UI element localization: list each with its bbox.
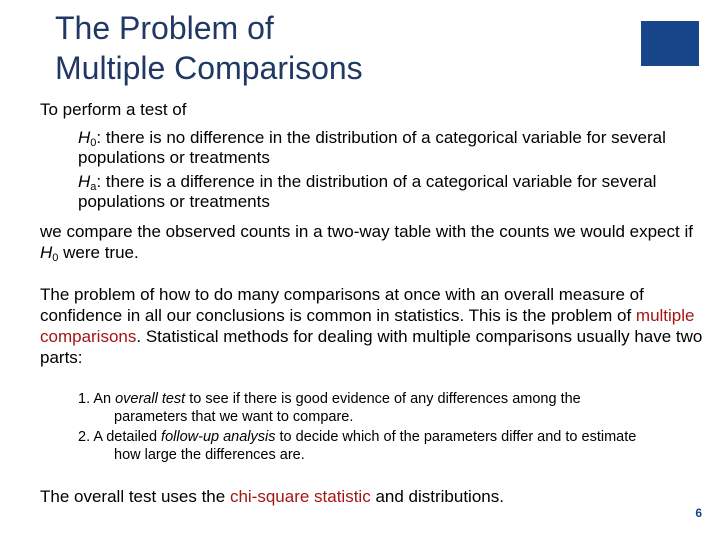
problem-paragraph xyxy=(40,284,705,368)
list-item-continuation: parameters that we want to compare. xyxy=(114,409,354,425)
slide-title-line-2: Multiple Comparisons xyxy=(55,50,363,86)
list-item-lead: 2. A detailed xyxy=(78,429,162,445)
ha-symbol: H xyxy=(78,172,91,191)
h0-subscript: 0 xyxy=(90,137,97,149)
list-item xyxy=(78,390,708,426)
list-item-continuation: how large the differences are. xyxy=(114,447,305,463)
list-item-lead: 1. An xyxy=(78,391,116,407)
list-item-rest: to decide which of the parameters differ and to estimate xyxy=(275,429,637,445)
list-item-emphasis: overall test xyxy=(115,391,186,407)
problem-text-before: The problem of how to do many comparisons at once with an overall measure of confidence in all our conclusions is common in statistics. This is the problem of xyxy=(40,285,644,325)
list-item-emphasis: follow-up analysis xyxy=(161,429,276,445)
ha-subscript: a xyxy=(90,181,97,193)
h0-symbol: H xyxy=(78,128,91,147)
multiple-comparisons-term: multiple comparisons xyxy=(40,306,695,346)
overall-test-paragraph xyxy=(40,486,660,507)
accent-box xyxy=(641,21,699,66)
compare-text-after: were true. xyxy=(58,243,139,262)
chi-square-term: chi-square statistic xyxy=(229,487,371,506)
compare-h-subscript: 0 xyxy=(52,252,59,264)
problem-text-after: . Statistical methods for dealing with multiple comparisons usually have two parts: xyxy=(40,327,703,367)
h0-text: : there is no difference in the distribution of a categorical variable for several populations or treatments xyxy=(78,128,666,167)
null-hypothesis xyxy=(78,128,710,168)
compare-paragraph xyxy=(40,221,700,263)
slide-title xyxy=(55,8,615,88)
overall-text-after: and distributions. xyxy=(370,487,504,506)
intro-text: To perform a test of xyxy=(40,100,187,119)
two-parts-list xyxy=(78,390,708,466)
page-number: 6 xyxy=(695,506,702,520)
compare-text-before: we compare the observed counts in a two-way table with the counts we would expect if xyxy=(40,222,693,241)
slide-title-line-1: The Problem of xyxy=(55,10,274,46)
list-item-rest: to see if there is good evidence of any differences among the xyxy=(185,391,581,407)
overall-text-before: The overall test uses the xyxy=(40,487,230,506)
alternative-hypothesis xyxy=(78,172,710,212)
compare-h-symbol: H xyxy=(40,243,53,262)
ha-text: : there is a difference in the distribution of a categorical variable for several populations or treatments xyxy=(78,172,657,211)
list-item xyxy=(78,428,708,464)
